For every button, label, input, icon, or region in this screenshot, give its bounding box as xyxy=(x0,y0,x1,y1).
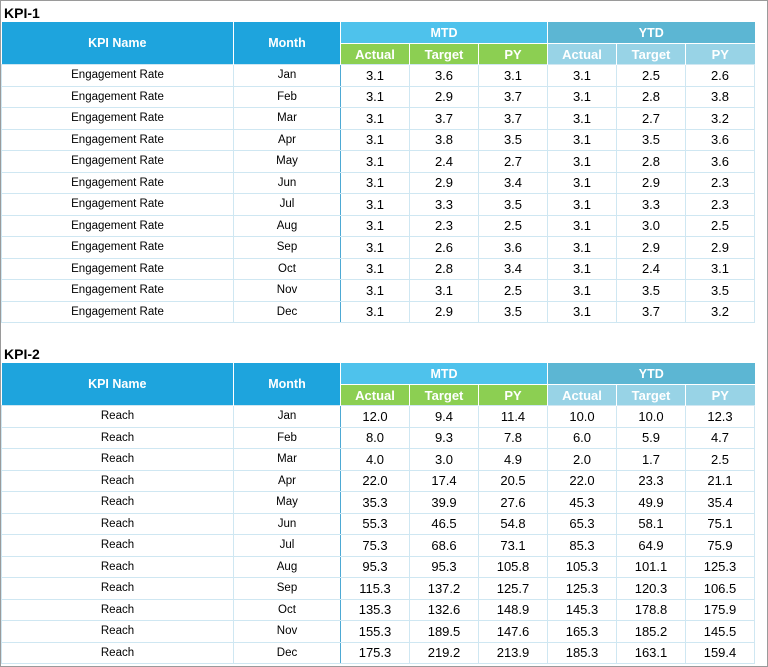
ytd-py-cell: 3.1 xyxy=(686,258,755,280)
mtd-target-cell: 3.8 xyxy=(410,129,479,151)
month-cell: Mar xyxy=(234,108,341,130)
ytd-target-cell: 2.9 xyxy=(617,172,686,194)
mtd-actual-cell: 4.0 xyxy=(341,449,410,471)
mtd-py-cell: 73.1 xyxy=(479,535,548,557)
month-cell: May xyxy=(234,492,341,514)
mtd-actual-cell: 95.3 xyxy=(341,556,410,578)
mtd-header: MTD xyxy=(341,363,548,385)
kpi-name-cell: Engagement Rate xyxy=(2,237,234,259)
ytd-py-cell: 3.5 xyxy=(686,280,755,302)
month-cell: Jun xyxy=(234,172,341,194)
kpi-1-body xyxy=(2,65,755,323)
table-row xyxy=(2,280,755,302)
ytd-py-header: PY xyxy=(686,385,755,406)
mtd-py-cell: 213.9 xyxy=(479,642,548,664)
mtd-py-cell: 27.6 xyxy=(479,492,548,514)
mtd-actual-cell: 3.1 xyxy=(341,108,410,130)
kpi-1-table xyxy=(1,22,755,323)
table-row xyxy=(2,642,755,664)
ytd-actual-cell: 10.0 xyxy=(548,406,617,428)
ytd-actual-cell: 3.1 xyxy=(548,194,617,216)
mtd-actual-cell: 3.1 xyxy=(341,129,410,151)
month-cell: Dec xyxy=(234,642,341,664)
month-cell: Feb xyxy=(234,86,341,108)
ytd-actual-cell: 3.1 xyxy=(548,151,617,173)
table-row xyxy=(2,108,755,130)
ytd-actual-cell: 22.0 xyxy=(548,470,617,492)
ytd-actual-cell: 65.3 xyxy=(548,513,617,535)
ytd-py-cell: 2.5 xyxy=(686,215,755,237)
month-cell: Dec xyxy=(234,301,341,323)
mtd-target-cell: 2.9 xyxy=(410,172,479,194)
ytd-target-header: Target xyxy=(617,385,686,406)
mtd-actual-cell: 8.0 xyxy=(341,427,410,449)
ytd-target-cell: 101.1 xyxy=(617,556,686,578)
mtd-py-cell: 3.1 xyxy=(479,65,548,87)
ytd-target-cell: 49.9 xyxy=(617,492,686,514)
mtd-actual-cell: 3.1 xyxy=(341,215,410,237)
ytd-py-cell: 75.1 xyxy=(686,513,755,535)
ytd-target-cell: 2.8 xyxy=(617,86,686,108)
kpi-name-cell: Engagement Rate xyxy=(2,86,234,108)
kpi-name-cell: Reach xyxy=(2,406,234,428)
mtd-actual-cell: 12.0 xyxy=(341,406,410,428)
kpi-name-cell: Engagement Rate xyxy=(2,151,234,173)
table-row xyxy=(2,301,755,323)
ytd-target-cell: 185.2 xyxy=(617,621,686,643)
ytd-target-cell: 10.0 xyxy=(617,406,686,428)
mtd-actual-cell: 22.0 xyxy=(341,470,410,492)
month-cell: Mar xyxy=(234,449,341,471)
table-row xyxy=(2,535,755,557)
mtd-actual-cell: 175.3 xyxy=(341,642,410,664)
mtd-py-cell: 3.6 xyxy=(479,237,548,259)
table-row xyxy=(2,172,755,194)
ytd-py-cell: 125.3 xyxy=(686,556,755,578)
ytd-actual-cell: 85.3 xyxy=(548,535,617,557)
month-cell: May xyxy=(234,151,341,173)
month-header: Month xyxy=(234,363,341,406)
ytd-target-cell: 163.1 xyxy=(617,642,686,664)
mtd-actual-cell: 155.3 xyxy=(341,621,410,643)
ytd-actual-cell: 185.3 xyxy=(548,642,617,664)
mtd-target-cell: 132.6 xyxy=(410,599,479,621)
mtd-actual-cell: 55.3 xyxy=(341,513,410,535)
table-row xyxy=(2,86,755,108)
mtd-actual-cell: 3.1 xyxy=(341,86,410,108)
ytd-target-cell: 3.5 xyxy=(617,129,686,151)
ytd-py-cell: 12.3 xyxy=(686,406,755,428)
ytd-header: YTD xyxy=(548,22,755,44)
mtd-target-cell: 2.8 xyxy=(410,258,479,280)
kpi-name-header: KPI Name xyxy=(2,22,234,65)
kpi-2-title: KPI-2 xyxy=(4,346,40,362)
mtd-actual-cell: 3.1 xyxy=(341,194,410,216)
table-row xyxy=(2,65,755,87)
ytd-actual-cell: 3.1 xyxy=(548,258,617,280)
ytd-py-cell: 3.2 xyxy=(686,108,755,130)
kpi-name-cell: Engagement Rate xyxy=(2,301,234,323)
mtd-target-cell: 2.9 xyxy=(410,86,479,108)
kpi-1-title: KPI-1 xyxy=(4,5,40,21)
mtd-py-cell: 20.5 xyxy=(479,470,548,492)
mtd-py-cell: 125.7 xyxy=(479,578,548,600)
ytd-target-cell: 2.5 xyxy=(617,65,686,87)
ytd-target-cell: 2.8 xyxy=(617,151,686,173)
month-cell: Feb xyxy=(234,427,341,449)
ytd-actual-cell: 125.3 xyxy=(548,578,617,600)
ytd-actual-cell: 3.1 xyxy=(548,172,617,194)
kpi-name-cell: Reach xyxy=(2,642,234,664)
month-header: Month xyxy=(234,22,341,65)
ytd-py-cell: 3.2 xyxy=(686,301,755,323)
month-cell: Nov xyxy=(234,621,341,643)
mtd-target-cell: 189.5 xyxy=(410,621,479,643)
ytd-py-cell: 175.9 xyxy=(686,599,755,621)
ytd-header: YTD xyxy=(548,363,755,385)
month-cell: Nov xyxy=(234,280,341,302)
ytd-py-cell: 145.5 xyxy=(686,621,755,643)
mtd-target-cell: 9.3 xyxy=(410,427,479,449)
mtd-target-cell: 46.5 xyxy=(410,513,479,535)
ytd-py-cell: 2.5 xyxy=(686,449,755,471)
ytd-target-cell: 58.1 xyxy=(617,513,686,535)
mtd-py-cell: 3.5 xyxy=(479,194,548,216)
ytd-target-cell: 64.9 xyxy=(617,535,686,557)
kpi-2-table xyxy=(1,363,755,664)
mtd-target-cell: 3.0 xyxy=(410,449,479,471)
ytd-py-cell: 3.6 xyxy=(686,151,755,173)
ytd-py-cell: 2.6 xyxy=(686,65,755,87)
ytd-target-cell: 3.3 xyxy=(617,194,686,216)
ytd-py-cell: 2.9 xyxy=(686,237,755,259)
ytd-py-cell: 75.9 xyxy=(686,535,755,557)
mtd-py-header: PY xyxy=(479,44,548,65)
mtd-actual-cell: 3.1 xyxy=(341,280,410,302)
kpi-name-cell: Engagement Rate xyxy=(2,108,234,130)
ytd-target-header: Target xyxy=(617,44,686,65)
mtd-actual-cell: 75.3 xyxy=(341,535,410,557)
ytd-py-cell: 21.1 xyxy=(686,470,755,492)
ytd-actual-cell: 3.1 xyxy=(548,108,617,130)
ytd-target-cell: 178.8 xyxy=(617,599,686,621)
mtd-target-cell: 2.6 xyxy=(410,237,479,259)
mtd-target-cell: 3.7 xyxy=(410,108,479,130)
ytd-py-cell: 35.4 xyxy=(686,492,755,514)
kpi-name-cell: Engagement Rate xyxy=(2,194,234,216)
table-row xyxy=(2,513,755,535)
ytd-actual-cell: 3.1 xyxy=(548,215,617,237)
ytd-actual-cell: 3.1 xyxy=(548,129,617,151)
ytd-target-cell: 2.9 xyxy=(617,237,686,259)
ytd-target-cell: 3.7 xyxy=(617,301,686,323)
mtd-target-cell: 39.9 xyxy=(410,492,479,514)
mtd-target-cell: 68.6 xyxy=(410,535,479,557)
ytd-actual-cell: 3.1 xyxy=(548,301,617,323)
ytd-target-cell: 23.3 xyxy=(617,470,686,492)
table-row xyxy=(2,129,755,151)
mtd-target-cell: 95.3 xyxy=(410,556,479,578)
table-row xyxy=(2,258,755,280)
mtd-target-cell: 3.3 xyxy=(410,194,479,216)
mtd-target-cell: 2.4 xyxy=(410,151,479,173)
mtd-actual-header: Actual xyxy=(341,385,410,406)
ytd-py-cell: 2.3 xyxy=(686,172,755,194)
kpi-name-cell: Reach xyxy=(2,621,234,643)
mtd-target-cell: 9.4 xyxy=(410,406,479,428)
mtd-py-cell: 7.8 xyxy=(479,427,548,449)
kpi-name-cell: Reach xyxy=(2,535,234,557)
mtd-py-cell: 4.9 xyxy=(479,449,548,471)
ytd-py-cell: 3.6 xyxy=(686,129,755,151)
ytd-actual-cell: 3.1 xyxy=(548,280,617,302)
kpi-name-cell: Reach xyxy=(2,492,234,514)
table-row xyxy=(2,449,755,471)
mtd-target-cell: 3.1 xyxy=(410,280,479,302)
ytd-actual-cell: 145.3 xyxy=(548,599,617,621)
ytd-py-cell: 106.5 xyxy=(686,578,755,600)
table-row xyxy=(2,151,755,173)
ytd-target-cell: 5.9 xyxy=(617,427,686,449)
mtd-actual-cell: 35.3 xyxy=(341,492,410,514)
mtd-py-cell: 3.4 xyxy=(479,172,548,194)
mtd-py-cell: 148.9 xyxy=(479,599,548,621)
mtd-py-cell: 2.7 xyxy=(479,151,548,173)
mtd-py-cell: 3.4 xyxy=(479,258,548,280)
mtd-actual-cell: 3.1 xyxy=(341,65,410,87)
mtd-py-cell: 3.7 xyxy=(479,108,548,130)
table-row xyxy=(2,599,755,621)
kpi-name-cell: Reach xyxy=(2,556,234,578)
mtd-actual-cell: 3.1 xyxy=(341,258,410,280)
table-row xyxy=(2,215,755,237)
kpi-name-cell: Engagement Rate xyxy=(2,215,234,237)
mtd-actual-cell: 3.1 xyxy=(341,151,410,173)
ytd-actual-cell: 2.0 xyxy=(548,449,617,471)
ytd-target-cell: 2.7 xyxy=(617,108,686,130)
table-row xyxy=(2,427,755,449)
mtd-actual-cell: 3.1 xyxy=(341,172,410,194)
ytd-actual-cell: 3.1 xyxy=(548,65,617,87)
month-cell: Jul xyxy=(234,194,341,216)
kpi-name-cell: Engagement Rate xyxy=(2,258,234,280)
kpi-name-cell: Reach xyxy=(2,470,234,492)
mtd-py-cell: 3.5 xyxy=(479,129,548,151)
mtd-target-header: Target xyxy=(410,44,479,65)
table-row xyxy=(2,492,755,514)
mtd-actual-cell: 3.1 xyxy=(341,237,410,259)
mtd-target-cell: 2.9 xyxy=(410,301,479,323)
mtd-actual-cell: 115.3 xyxy=(341,578,410,600)
ytd-actual-cell: 165.3 xyxy=(548,621,617,643)
month-cell: Oct xyxy=(234,599,341,621)
kpi-name-cell: Reach xyxy=(2,513,234,535)
ytd-target-cell: 3.5 xyxy=(617,280,686,302)
table-row xyxy=(2,578,755,600)
kpi-name-cell: Reach xyxy=(2,449,234,471)
table-row xyxy=(2,194,755,216)
mtd-actual-cell: 3.1 xyxy=(341,301,410,323)
ytd-actual-cell: 45.3 xyxy=(548,492,617,514)
mtd-py-cell: 2.5 xyxy=(479,280,548,302)
table-row xyxy=(2,470,755,492)
table-row xyxy=(2,406,755,428)
mtd-actual-cell: 135.3 xyxy=(341,599,410,621)
mtd-target-cell: 2.3 xyxy=(410,215,479,237)
month-cell: Apr xyxy=(234,129,341,151)
ytd-actual-header: Actual xyxy=(548,44,617,65)
kpi-name-cell: Engagement Rate xyxy=(2,172,234,194)
mtd-target-cell: 17.4 xyxy=(410,470,479,492)
kpi-name-cell: Reach xyxy=(2,578,234,600)
mtd-py-cell: 147.6 xyxy=(479,621,548,643)
table-row xyxy=(2,621,755,643)
ytd-py-header: PY xyxy=(686,44,755,65)
mtd-target-cell: 137.2 xyxy=(410,578,479,600)
kpi-name-header: KPI Name xyxy=(2,363,234,406)
ytd-py-cell: 4.7 xyxy=(686,427,755,449)
month-cell: Oct xyxy=(234,258,341,280)
month-cell: Jan xyxy=(234,406,341,428)
ytd-py-cell: 3.8 xyxy=(686,86,755,108)
mtd-target-cell: 3.6 xyxy=(410,65,479,87)
kpi-name-cell: Engagement Rate xyxy=(2,65,234,87)
month-cell: Sep xyxy=(234,237,341,259)
mtd-py-cell: 3.5 xyxy=(479,301,548,323)
ytd-actual-header: Actual xyxy=(548,385,617,406)
mtd-py-cell: 54.8 xyxy=(479,513,548,535)
ytd-target-cell: 2.4 xyxy=(617,258,686,280)
ytd-py-cell: 2.3 xyxy=(686,194,755,216)
kpi-name-cell: Engagement Rate xyxy=(2,129,234,151)
mtd-actual-header: Actual xyxy=(341,44,410,65)
mtd-py-cell: 11.4 xyxy=(479,406,548,428)
table-row xyxy=(2,556,755,578)
kpi-name-cell: Reach xyxy=(2,427,234,449)
mtd-py-cell: 105.8 xyxy=(479,556,548,578)
month-cell: Aug xyxy=(234,556,341,578)
ytd-target-cell: 3.0 xyxy=(617,215,686,237)
kpi-2-body xyxy=(2,406,755,664)
month-cell: Aug xyxy=(234,215,341,237)
month-cell: Jun xyxy=(234,513,341,535)
kpi-name-cell: Engagement Rate xyxy=(2,280,234,302)
month-cell: Jul xyxy=(234,535,341,557)
ytd-py-cell: 159.4 xyxy=(686,642,755,664)
ytd-actual-cell: 6.0 xyxy=(548,427,617,449)
month-cell: Apr xyxy=(234,470,341,492)
mtd-py-cell: 3.7 xyxy=(479,86,548,108)
ytd-actual-cell: 3.1 xyxy=(548,237,617,259)
mtd-header: MTD xyxy=(341,22,548,44)
mtd-target-header: Target xyxy=(410,385,479,406)
table-row xyxy=(2,237,755,259)
mtd-target-cell: 219.2 xyxy=(410,642,479,664)
month-cell: Sep xyxy=(234,578,341,600)
mtd-py-header: PY xyxy=(479,385,548,406)
ytd-actual-cell: 105.3 xyxy=(548,556,617,578)
ytd-actual-cell: 3.1 xyxy=(548,86,617,108)
kpi-name-cell: Reach xyxy=(2,599,234,621)
ytd-target-cell: 120.3 xyxy=(617,578,686,600)
month-cell: Jan xyxy=(234,65,341,87)
ytd-target-cell: 1.7 xyxy=(617,449,686,471)
mtd-py-cell: 2.5 xyxy=(479,215,548,237)
